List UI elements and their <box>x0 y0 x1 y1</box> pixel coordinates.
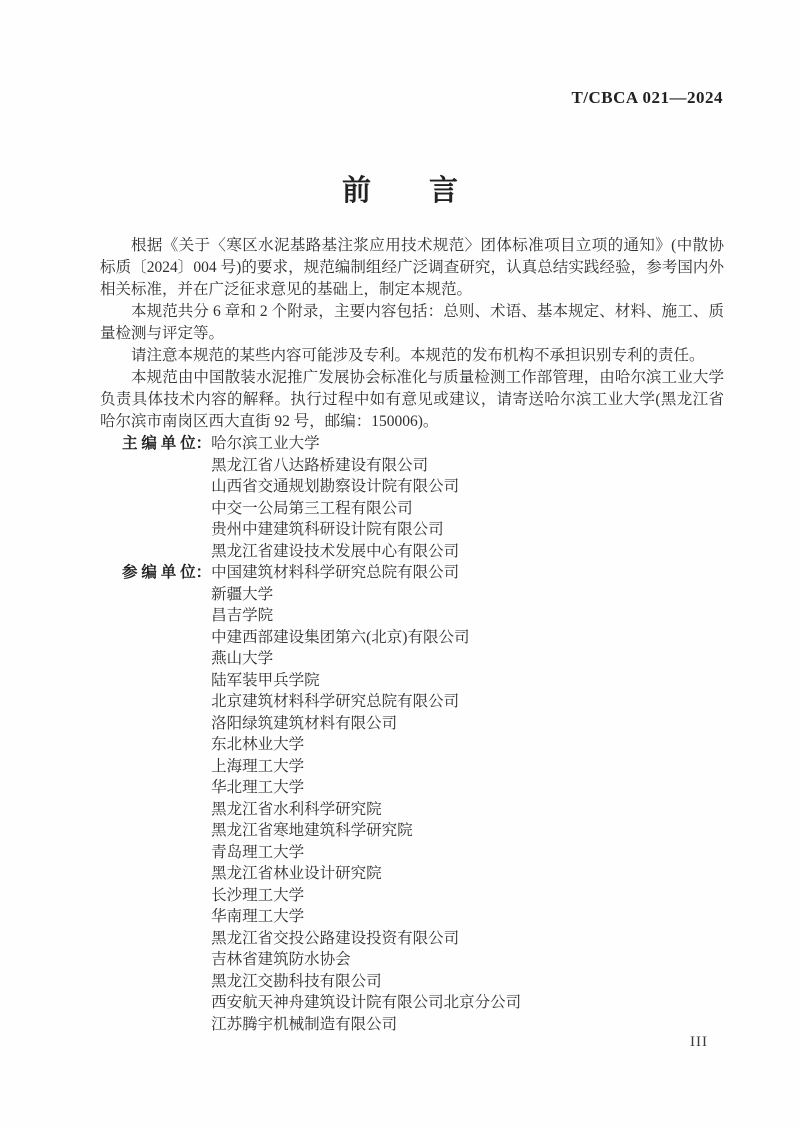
unit-item: 西安航天神舟建筑设计院有限公司北京分公司 <box>211 994 522 1011</box>
unit-item: 北京建筑材料科学研究总院有限公司 <box>211 693 460 710</box>
unit-item: 黑龙江省建设技术发展中心有限公司 <box>211 542 460 560</box>
unit-item: 燕山大学 <box>211 650 274 667</box>
unit-item: 华南理工大学 <box>211 908 305 925</box>
unit-item: 新疆大学 <box>211 585 274 603</box>
unit-item: 山西省交通规划勘察设计院有限公司 <box>211 478 460 495</box>
unit-item: 东北林业大学 <box>211 736 305 753</box>
unit-item: 洛阳绿筑建筑材料有限公司 <box>211 714 398 732</box>
paragraph: 根据《关于〈寒区水泥基路基注浆应用技术规范〉团体标准项目立项的通知》(中散协标质〔2024〕004 号)的要求，规范编制组经广泛调查研究，认真总结实践经验，参考国内外相关标准，并在广泛征求意见的基础上，制定本规范。 <box>100 237 724 298</box>
unit-item: 上海理工大学 <box>211 757 305 775</box>
unit-item: 江苏腾宇机械制造有限公司 <box>211 1015 398 1033</box>
unit-item: 黑龙江省八达路桥建设有限公司 <box>211 456 429 474</box>
page-number: III <box>690 1034 708 1050</box>
unit-item: 贵州中建建筑科研设计院有限公司 <box>211 521 444 538</box>
chief-editor-label: 主 编 单 位： <box>122 435 212 452</box>
unit-item: 长沙理工大学 <box>211 886 305 904</box>
page-title: 前 言 <box>341 175 458 207</box>
unit-item: 黑龙江省交投公路建设投资有限公司 <box>211 929 460 947</box>
paragraph: 本规范由中国散装水泥推广发展协会标准化与质量检测工作部管理，由哈尔滨工业大学负责具体技术内容的解释。执行过程中如有意见或建议，请寄送哈尔滨工业大学(黑龙江省哈尔滨市南岗区西大直街 92 号，邮编：150006)。 <box>100 369 724 430</box>
unit-item: 中交一公局第三工程有限公司 <box>211 499 413 517</box>
co-editor-label: 参 编 单 位： <box>122 564 212 581</box>
unit-item: 吉林省建筑防水协会 <box>211 951 351 968</box>
co-editor-units <box>211 562 724 1035</box>
chief-editors-section <box>122 433 724 562</box>
unit-item: 黑龙江省寒地建筑科学研究院 <box>211 822 413 839</box>
unit-item: 昌吉学院 <box>211 607 274 624</box>
unit-item: 中国建筑材料科学研究总院有限公司 <box>211 564 460 581</box>
unit-item: 黑龙江省林业设计研究院 <box>211 865 382 882</box>
unit-item: 黑龙江省水利科学研究院 <box>211 800 382 818</box>
paragraph: 本规范共分 6 章和 2 个附录，主要内容包括：总则、术语、基本规定、材料、施工、质量检测与评定等。 <box>100 303 724 342</box>
foreword-paragraphs <box>100 235 724 433</box>
paragraph: 请注意本规范的某些内容可能涉及专利。本规范的发布机构不承担识别专利的责任。 <box>131 347 705 364</box>
unit-item: 华北理工大学 <box>211 779 305 796</box>
unit-item: 中建西部建设集团第六(北京)有限公司 <box>211 628 470 646</box>
editors-section <box>100 433 724 1035</box>
unit-item: 黑龙江交勘科技有限公司 <box>211 972 382 990</box>
foreword-body <box>100 235 724 1035</box>
unit-item: 陆军装甲兵学院 <box>211 671 320 689</box>
document-number: T/CBCA 021—2024 <box>571 88 723 107</box>
chief-editor-units <box>211 433 724 562</box>
unit-item: 哈尔滨工业大学 <box>211 435 320 452</box>
unit-item: 青岛理工大学 <box>211 843 305 861</box>
co-editors-section <box>122 562 724 1035</box>
